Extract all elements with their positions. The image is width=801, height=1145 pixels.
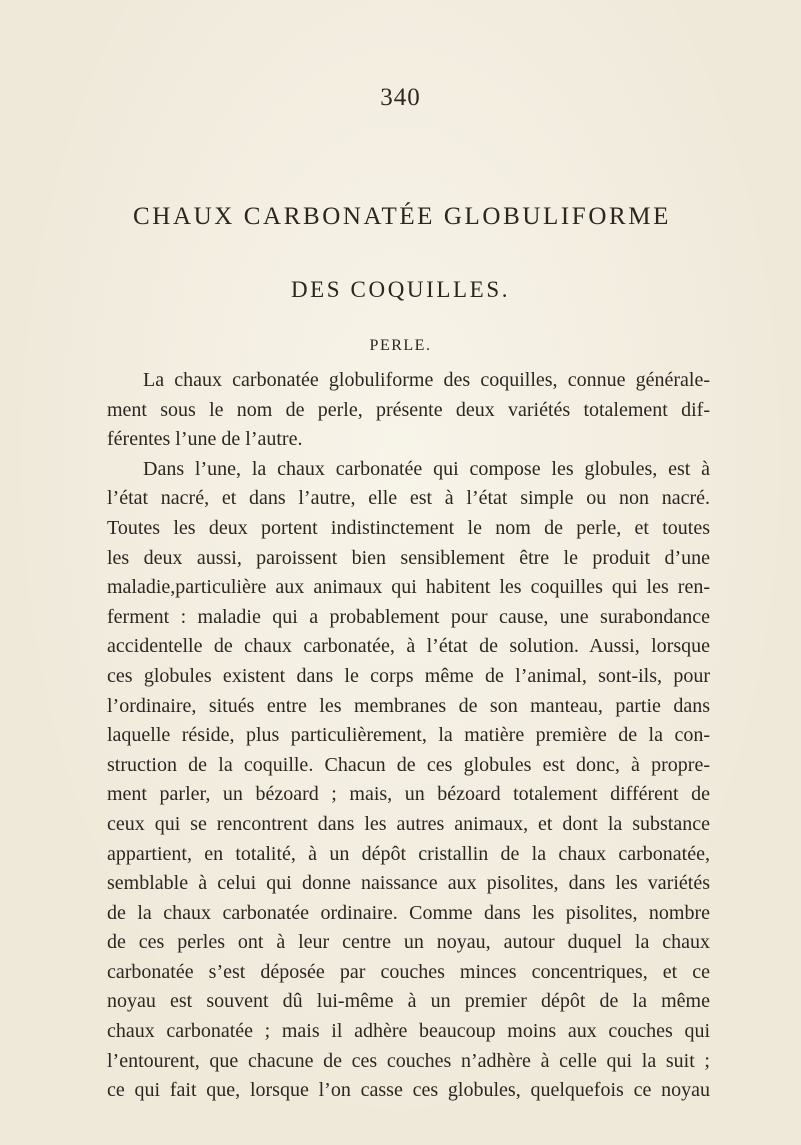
text-line: chaux carbonatée ; mais il adhère beaucoup moins aux couches qui (107, 1020, 710, 1043)
text-line: ferment : maladie qui a probablement pour cause, une surabondance (107, 605, 710, 628)
text-line: ment sous le nom de perle, présente deux variétés totalement dif- (107, 398, 710, 421)
text-line: carbonatée s’est déposée par couches minces concentriques, et ce (107, 960, 710, 983)
text-line: de la chaux carbonatée ordinaire. Comme dans les pisolites, nombre (107, 901, 710, 924)
text-line: laquelle réside, plus particulièrement, la matière première de la con- (107, 724, 710, 747)
text-line: férentes l’une de l’autre. (107, 428, 303, 451)
text-line: noyau est souvent dû lui-même à un premier dépôt de la même (107, 990, 710, 1013)
text-line: ceux qui se rencontrent dans les autres animaux, et dont la substance (107, 812, 710, 835)
page-number: 340 (380, 84, 421, 111)
text-line: ces globules existent dans le corps même de l’animal, sont-ils, pour (107, 664, 710, 687)
section-label: PERLE. (369, 337, 432, 354)
text-line: semblable à celui qui donne naissance aux pisolites, dans les variétés (107, 872, 710, 895)
text-line: les deux aussi, paroissent bien sensiblement être le produit d’une (107, 546, 710, 569)
text-line: appartient, en totalité, à un dépôt cristallin de la chaux carbonatée, (107, 842, 710, 865)
text-line: l’entourent, que chacune de ces couches n’adhère à celle qui la suit ; (107, 1049, 710, 1072)
text-line: accidentelle de chaux carbonatée, à l’état de solution. Aussi, lorsque (107, 635, 710, 658)
section-subtitle: DES COQUILLES. (290, 277, 511, 302)
text-line: ce qui fait que, lorsque l’on casse ces globules, quelquefois ce noyau (107, 1079, 710, 1102)
body-text (107, 366, 710, 1106)
section-title: CHAUX CARBONATÉE GLOBULIFORME (133, 203, 671, 230)
text-line: l’état nacré, et dans l’autre, elle est à l’état simple ou non nacré. (107, 487, 710, 510)
text-line: l’ordinaire, situés entre les membranes de son manteau, partie dans (107, 694, 710, 717)
text-line: La chaux carbonatée globuliforme des coquilles, connue générale- (143, 369, 710, 391)
text-line: struction de la coquille. Chacun de ces globules est donc, à propre- (107, 753, 710, 776)
text-line: Toutes les deux portent indistinctement le nom de perle, et toutes (107, 516, 710, 539)
text-line: Dans l’une, la chaux carbonatée qui compose les globules, est à (143, 457, 710, 480)
text-line: ment parler, un bézoard ; mais, un bézoard totalement différent de (107, 783, 710, 806)
text-line: maladie,particulière aux animaux qui habitent les coquilles qui les ren- (107, 576, 710, 599)
text-line: de ces perles ont à leur centre un noyau, autour duquel la chaux (107, 931, 710, 954)
